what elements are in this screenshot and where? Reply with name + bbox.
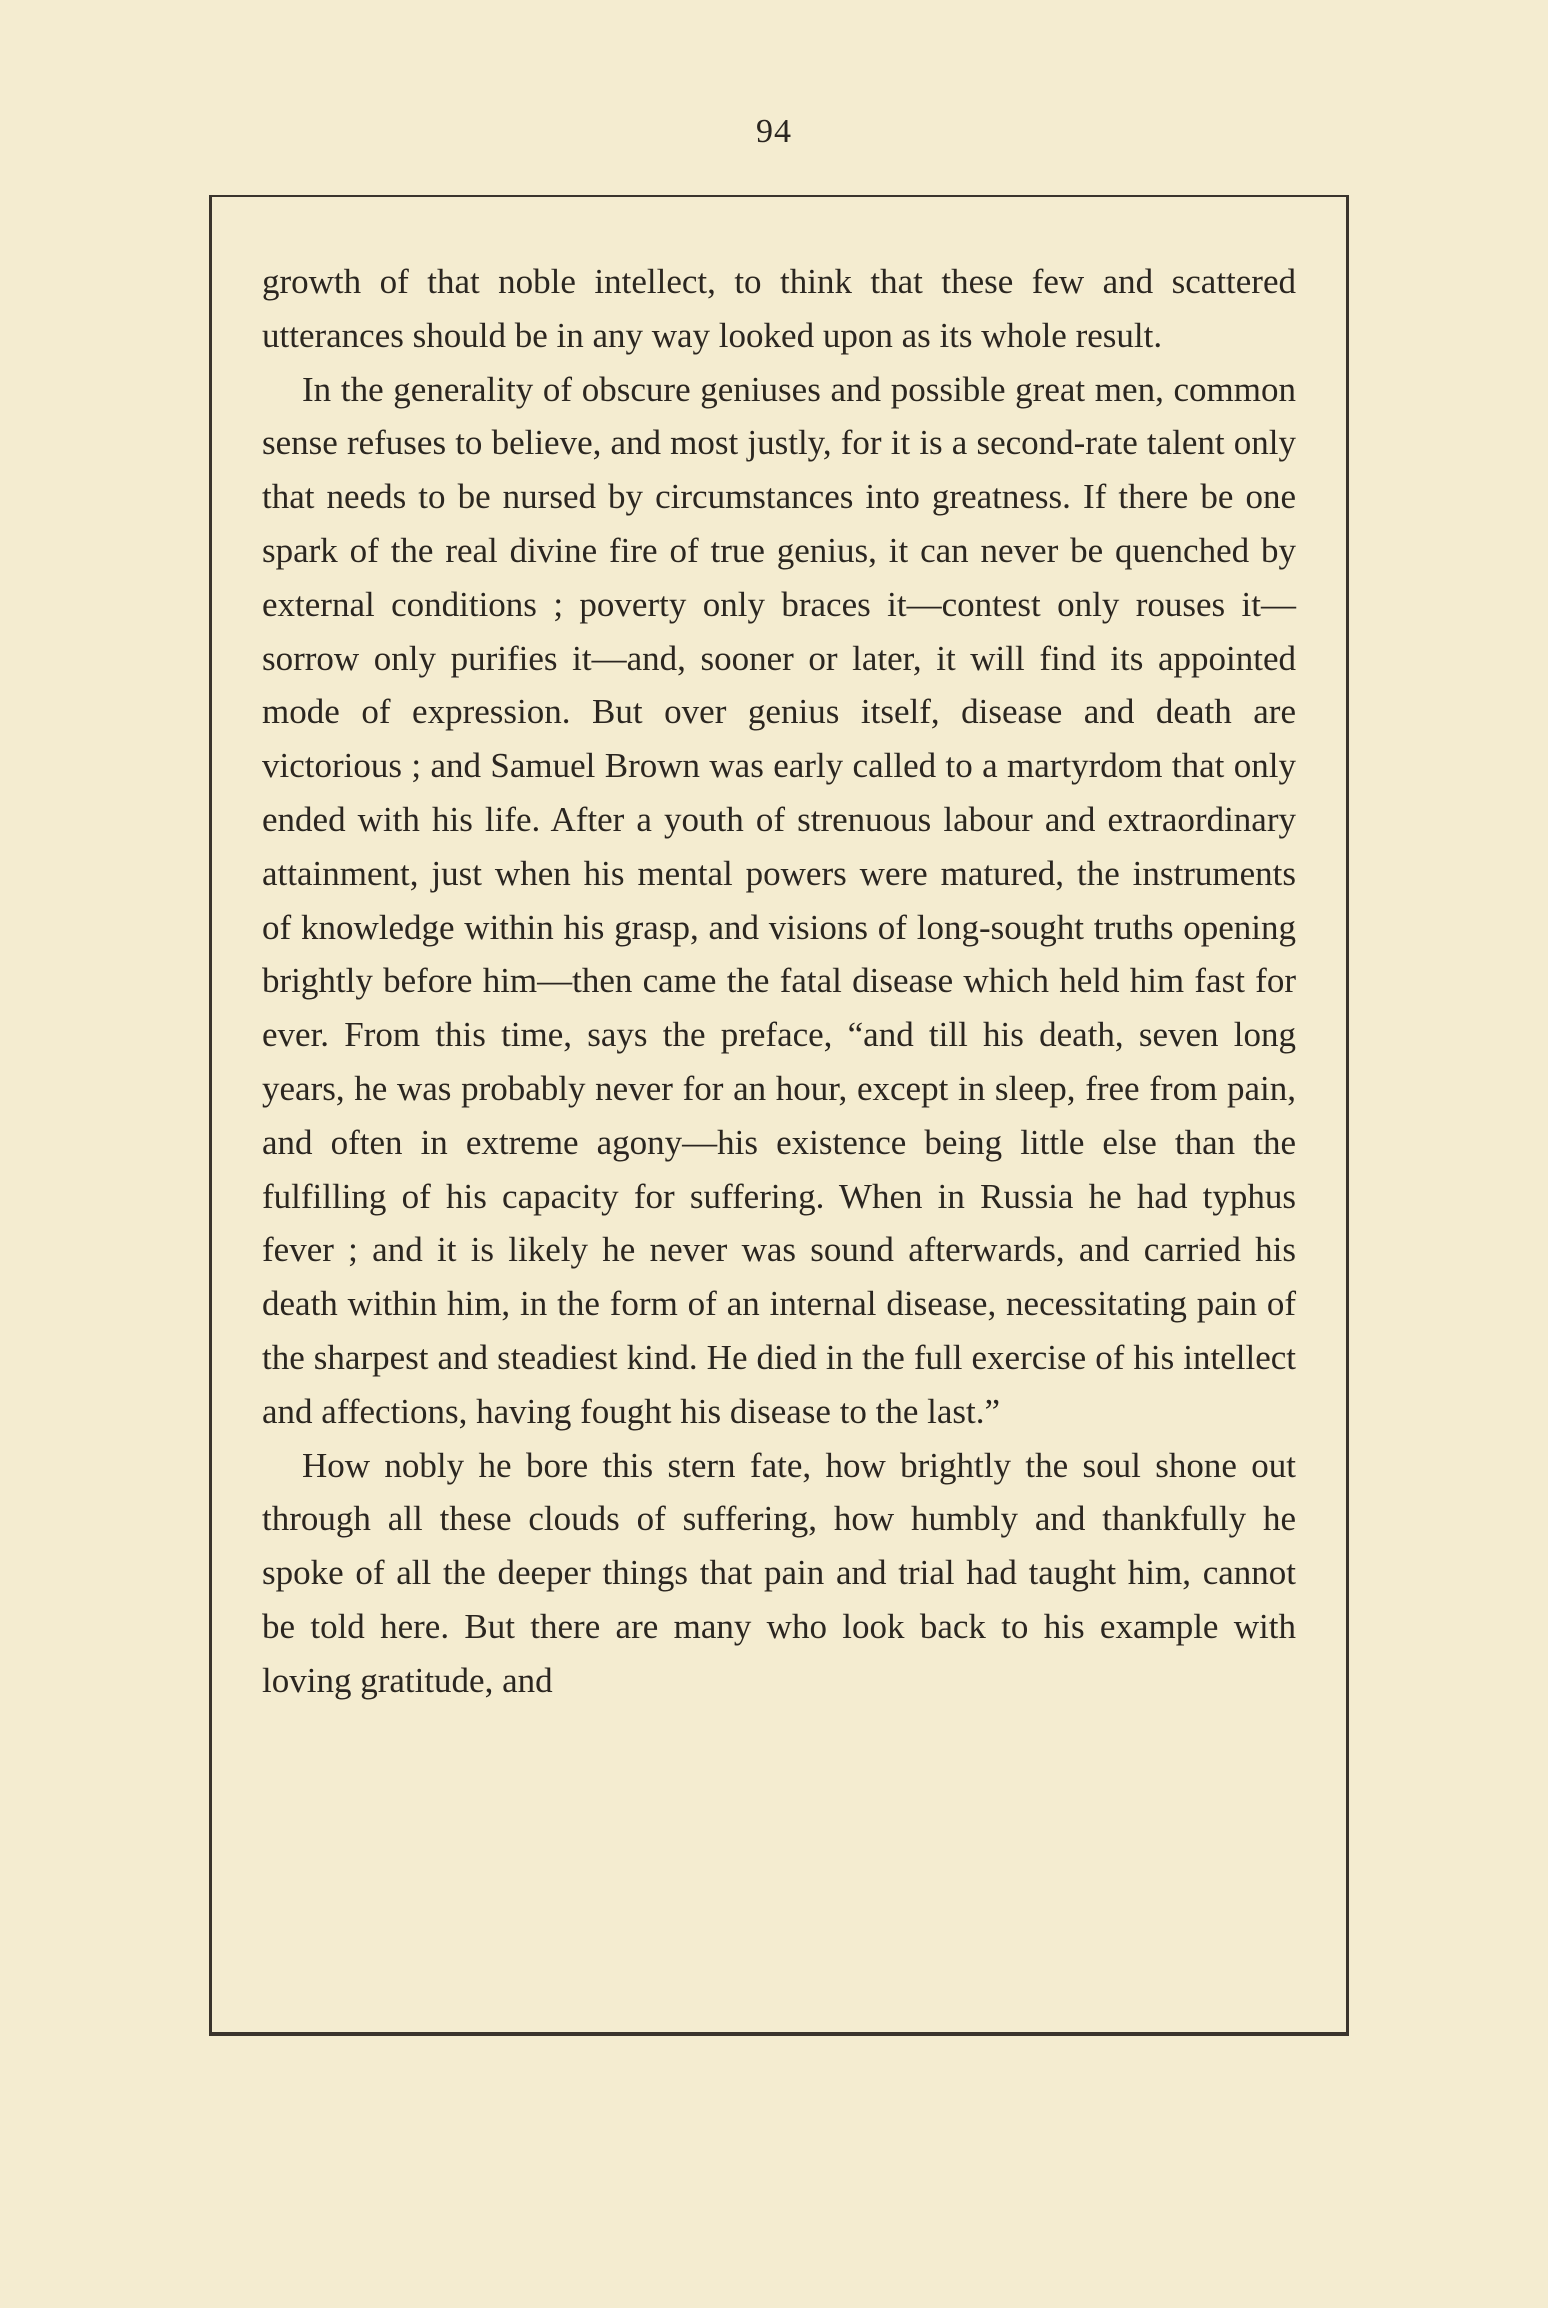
paragraph-obscure-geniuses: In the generality of obscure geniuses and possible great men, common sense refuses to believe, and most justly, for it is a second-rate talent only that needs to be nursed by circumstances into greatness. If there be one spark of the real divine fire of true genius, it can never be quenched by external conditions ; poverty only braces it—contest only rouses it—sorrow only purifies it—and, sooner or later, it will find its appointed mode of expression. But over genius itself, disease and death are victorious ; and Samuel Brown was early called to a martyrdom that only ended with his life. After a youth of strenuous labour and extraordinary attainment, just when his mental powers were matured, the instruments of knowledge within his grasp, and visions of long-sought truths opening brightly before him—then came the fatal disease which held him fast for ever. From this time, says the preface, “and till his death, seven long years, he was probably never for an hour, except in sleep, free from pain, and often in extreme agony—his existence being little else than the fulfilling of his capacity for suffering. When in Russia he had typhus fever ; and it is likely he never was sound afterwards, and carried his death within him, in the form of an internal disease, necessitating pain of the sharpest and steadiest kind. He died in the full exercise of his intellect and affections, having fought his disease to the last.”	[262, 369, 1296, 1431]
paragraph-continued: growth of that noble intellect, to think that these few and scattered utterances should be in any way looked upon as its whole result.	[262, 262, 1296, 355]
page-number: 94	[756, 113, 792, 150]
paragraph-how-nobly: How nobly he bore this stern fate, how brightly the soul shone out through all these clouds of suffering, how humbly and thankfully he spoke of all the deeper things that pain and trial had taught him, cannot be told here. But there are many who look back to his example with loving gratitude, and	[262, 1445, 1296, 1700]
page-body	[262, 255, 1296, 1708]
